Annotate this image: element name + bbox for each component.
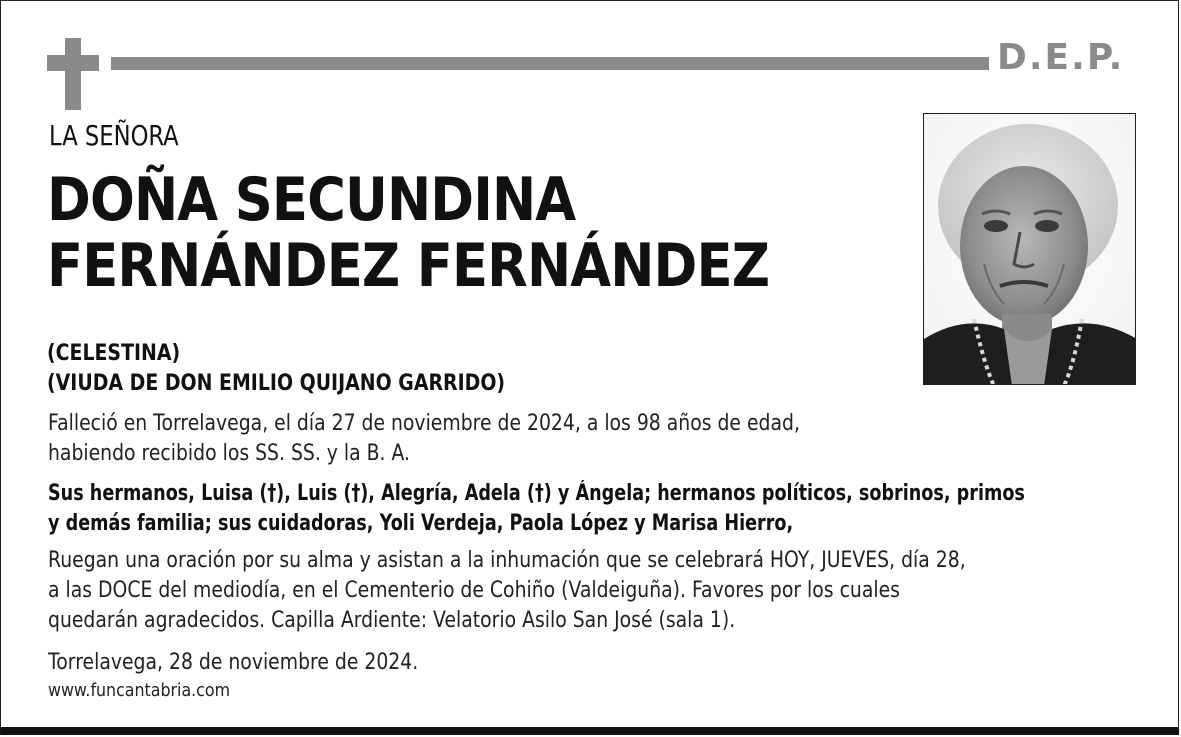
honorific: LA SEÑORA — [49, 119, 179, 152]
funeral-request — [48, 546, 966, 636]
death-notice-line1: Falleció en Torrelavega, el día 27 de noviembre de 2024, a los 98 años de edad, — [48, 411, 800, 436]
website-link[interactable]: www.funcantabria.com — [48, 680, 231, 701]
family-members — [48, 479, 1025, 539]
death-notice — [48, 409, 800, 469]
request-line1: Ruegan una oración por su alma y asistan a la inhumación que se celebrará HOY, JUEVES, día 28, — [48, 548, 966, 573]
widow-of: (VIUDA DE DON EMILIO QUIJANO GARRIDO) — [47, 371, 506, 396]
family-line2: y demás familia; sus cuidadoras, Yoli Verdeja, Paola López y Marisa Hierro, — [48, 511, 794, 536]
place-date: Torrelavega, 28 de noviembre de 2024. — [48, 650, 419, 675]
latin-cross-icon — [47, 38, 99, 110]
nickname: (CELESTINA) — [47, 341, 181, 366]
portrait-photo-icon — [923, 113, 1136, 385]
deceased-name — [47, 167, 769, 299]
deceased-name-line2: FERNÁNDEZ FERNÁNDEZ — [47, 231, 770, 301]
deceased-name-line1: DOÑA SECUNDINA — [47, 165, 576, 235]
family-line1: Sus hermanos, Luisa (†), Luis (†), Alegría, Adela (†) y Ángela; hermanos políticos, sobrinos, primos — [48, 481, 1025, 506]
request-line3: quedarán agradecidos. Capilla Ardiente: Velatorio Asilo San José (sala 1). — [48, 608, 736, 633]
dep-label: D.E.P. — [997, 37, 1125, 78]
death-notice-line2: habiendo recibido los SS. SS. y la B. A. — [48, 441, 411, 466]
header-rule — [111, 57, 989, 70]
request-line2: a las DOCE del mediodía, en el Cementerio de Cohiño (Valdeiguña). Favores por los cuales — [48, 578, 900, 603]
